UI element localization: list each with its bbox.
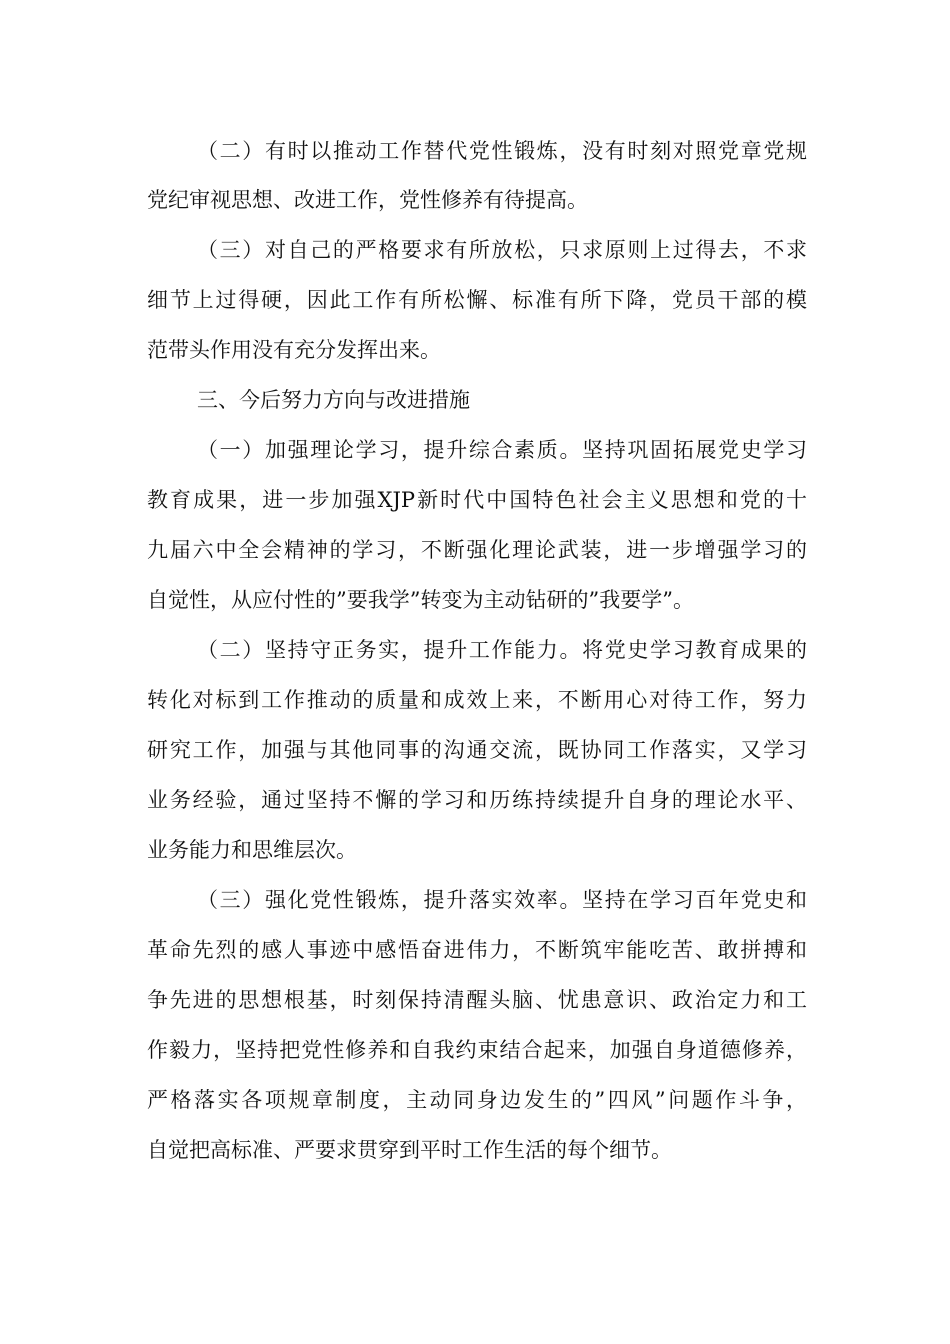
text-line: 细节上过得硬，因此工作有所松懈、标准有所下降，党员干部的模	[147, 288, 807, 312]
text-line: 作毅力，坚持把党性修养和自我约束结合起来，加强自身道德修养，	[147, 1038, 807, 1062]
text-line: 革命先烈的感人事迹中感悟奋进伟力，不断筑牢能吃苦、敢拼搏和	[147, 938, 807, 962]
text-line: 争先进的思想根基，时刻保持清醒头脑、忧患意识、政治定力和工	[147, 988, 807, 1012]
text-line: 教育成果，进一步加强XJP新时代中国特色社会主义思想和党的十	[147, 488, 807, 512]
text-line: 自觉把高标准、严要求贯穿到平时工作生活的每个细节。	[147, 1138, 672, 1162]
text-line: 党纪审视思想、改进工作，党性修养有待提高。	[147, 188, 588, 212]
text-line: 研究工作，加强与其他同事的沟通交流，既协同工作落实，又学习	[147, 738, 807, 762]
text-line: （二）有时以推动工作替代党性锻炼，没有时刻对照党章党规	[197, 139, 807, 163]
text-line: （一）加强理论学习，提升综合素质。坚持巩固拓展党史学习	[197, 438, 807, 462]
text-line: 自觉性，从应付性的”要我学”转变为主动钻研的”我要学”。	[147, 588, 694, 612]
text-line: 业务经验，通过坚持不懈的学习和历练持续提升自身的理论水平、	[147, 788, 807, 812]
text-line: （三）强化党性锻炼，提升落实效率。坚持在学习百年党史和	[197, 888, 807, 912]
text-line: （三）对自己的严格要求有所放松，只求原则上过得去，不求	[197, 238, 807, 262]
text-line: 转化对标到工作推动的质量和成效上来，不断用心对待工作，努力	[147, 688, 807, 712]
text-line: 九届六中全会精神的学习，不断强化理论武装，进一步增强学习的	[147, 538, 807, 562]
text-line: 严格落实各项规章制度，主动同身边发生的”四风”问题作斗争，	[147, 1088, 807, 1112]
section-heading: 三、今后努力方向与改进措施	[197, 388, 470, 412]
text-line: （二）坚持守正务实，提升工作能力。将党史学习教育成果的	[197, 638, 807, 662]
text-line: 范带头作用没有充分发挥出来。	[147, 338, 441, 362]
text-line: 业务能力和思维层次。	[147, 838, 357, 862]
